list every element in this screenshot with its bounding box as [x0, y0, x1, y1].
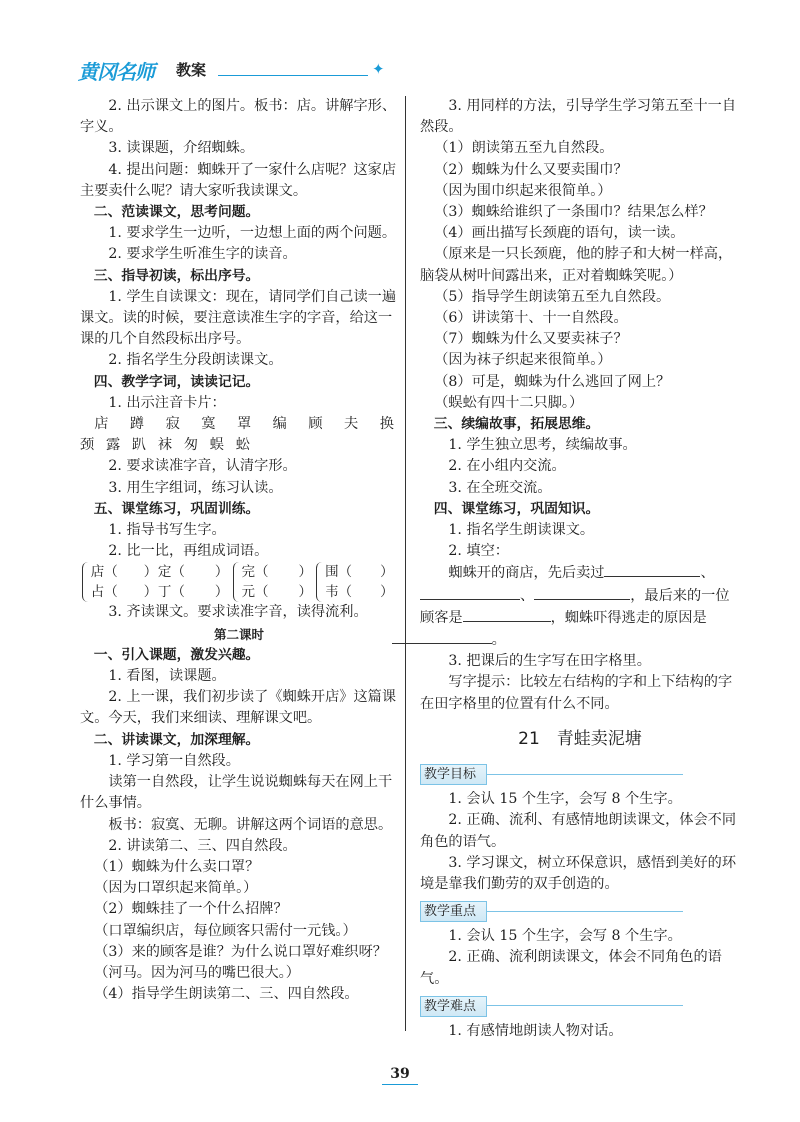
column-divider	[405, 96, 406, 1031]
header-line	[218, 75, 368, 76]
section-heading: 四、教学字词，读读记记。	[93, 373, 260, 390]
section-heading: 二、范读课文，思考问题。	[93, 204, 260, 221]
text-line: 2. 讲读第二、三、四自然段。	[108, 837, 297, 854]
text-line: 2. 在小组内交流。	[448, 458, 566, 475]
text-line: （口罩编织店，每位顾客只需付一元钱。）	[94, 922, 357, 939]
compare-col: 完（ ） 元（ ）	[241, 564, 312, 601]
section-tag: 教学重点	[420, 901, 487, 922]
text-line: 2. 填空：	[448, 543, 509, 560]
text-line: （4）指导学生朗读第二、三、四自然段。	[94, 986, 359, 1003]
text-line: （因为围巾织起来很简单。）	[434, 182, 612, 199]
text-line: 3. 学习课文，树立环保意识，感悟到美好的环境是靠我们勤劳的双手创造的。	[420, 854, 737, 892]
section-heading: 四、课堂练习，巩固知识。	[433, 500, 600, 517]
brace	[82, 562, 89, 602]
text-line: 1. 指名学生朗读课文。	[448, 522, 595, 539]
text-line: 3. 读课题，介绍蜘蛛。	[108, 140, 255, 157]
answer-blank[interactable]	[463, 607, 551, 622]
sparkle-icon: ✦	[372, 60, 385, 78]
char: 蜈	[209, 437, 224, 454]
text-line: 写字提示：比较左右结构的字和上下结构的字在田字格里的位置有什么不同。	[420, 674, 733, 712]
text-line: （1）朗读第五至九自然段。	[434, 140, 614, 157]
text-line: 板书：寂寞、无聊。讲解这两个词语的意思。	[108, 816, 393, 833]
text-line: （因为袜子织起来很简单。）	[434, 352, 612, 369]
text-line: 2. 指名学生分段朗读课文。	[108, 352, 283, 369]
text-line: 1. 学生自读课文：现在，请同学们自己读一遍课文。读的时候，要注意读准生字的字音，给这一课的几个自然段标出序号。	[80, 288, 397, 348]
char-row-2	[80, 435, 250, 456]
text-line: （8）可是，蜘蛛为什么逃回了网上？	[434, 373, 671, 390]
char: 颈	[80, 437, 95, 454]
right-column	[420, 96, 740, 1042]
text-line: 3. 用生字组词，练习认读。	[108, 479, 283, 496]
char: 罩	[236, 416, 252, 433]
text-line: （3）蜘蛛给谁织了一条围巾？结果怎么样？	[434, 204, 713, 221]
char: 换	[379, 416, 394, 433]
tag-line	[485, 1005, 683, 1006]
lesson-title: 21 青蛙卖泥塘	[518, 728, 642, 749]
text-line: 2. 正确、流利朗读课文，体会不同角色的语气。	[420, 949, 722, 987]
compare-col: 定（ ） 丁（ ）	[157, 564, 229, 601]
compare-col: 围（ ） 韦（ ）	[325, 564, 394, 601]
text-line: 1. 要求学生一边听，一边想上面的两个问题。	[108, 225, 397, 242]
text-line: （原来是一只长颈鹿，他的脖子和大树一样高，脑袋从树叶间露出来，正对着蜘蛛笑呢。）	[420, 246, 733, 284]
text-line: 1. 会认 15 个生字，会写 8 个生字。	[448, 928, 682, 945]
char: 袜	[157, 437, 173, 454]
section-heading: 二、讲读课文，加深理解。	[93, 731, 260, 748]
text-line: 1. 看图，读课题。	[108, 668, 226, 685]
compare-col: 店（ ） 占（ ）	[90, 564, 158, 601]
brace	[316, 562, 323, 602]
text-line: 2. 出示课文上的图片。板书：店。讲解字形、字义。	[80, 98, 397, 136]
text-line: 读第一自然段，让学生说说蜘蛛每天在网上干什么事情。	[80, 774, 393, 812]
answer-blank[interactable]	[392, 629, 492, 644]
text-line: （2）蜘蛛挂了一个什么招牌？	[94, 901, 288, 918]
char: 寂	[165, 416, 180, 433]
text-line: 1. 学习第一自然段。	[108, 752, 240, 769]
header-subtitle: 教案	[176, 61, 207, 79]
char: 寞	[201, 416, 216, 433]
fill-blank-line: 蜘蛛开的商店，先后卖过 、 、 ，最后来的一位顾客是 ，蜘蛛吓得逃走的原因是 。	[420, 562, 740, 651]
section-heading: 五、课堂练习，巩固训练。	[93, 500, 260, 517]
text-line: 2. 比一比，再组成词语。	[108, 543, 269, 560]
text-line: 2. 正确、流利、有感情地朗读课文，体会不同角色的语气。	[420, 812, 737, 850]
text-line: 1. 出示注音卡片：	[108, 394, 226, 411]
text-line: 3. 用同样的方法，引导学生学习第五至十一自然段。	[420, 98, 737, 136]
text-line: 1. 会认 15 个生字，会写 8 个生字。	[448, 791, 682, 808]
section-tag: 教学难点	[420, 996, 487, 1017]
text-line: 3. 齐读课文。要求读准字音，读得流利。	[108, 604, 368, 621]
answer-blank[interactable]	[420, 585, 520, 600]
char: 编	[272, 416, 287, 433]
text-line: 2. 要求学生听准生字的读音。	[108, 246, 297, 263]
brace	[233, 562, 240, 602]
char: 露	[105, 437, 121, 454]
tag-line	[485, 774, 683, 775]
char: 蹲	[129, 416, 145, 433]
char: 夫	[344, 416, 359, 433]
char: 趴	[131, 437, 147, 454]
text-line: （7）蜘蛛为什么又要卖袜子？	[434, 331, 628, 348]
page-number-line	[382, 1084, 418, 1085]
answer-blank[interactable]	[604, 562, 700, 577]
text-line: （3）来的顾客是谁？为什么说口罩好难织呀？	[94, 943, 387, 960]
text-line: 1. 学生独立思考，续编故事。	[448, 437, 637, 454]
text-line: 3. 在全班交流。	[448, 479, 552, 496]
section-heading: 三、续编故事，拓展思维。	[433, 416, 600, 433]
section-heading: 三、指导初读，标出序号。	[93, 267, 260, 284]
text-line: （因为口罩织起来简单。）	[94, 880, 258, 897]
lesson-subtitle: 第二课时	[213, 626, 264, 642]
char-row-1	[80, 414, 398, 435]
text-line: 3. 把课后的生字写在田字格里。	[448, 653, 651, 670]
text-line: （5）指导学生朗读第五至九自然段。	[434, 288, 671, 305]
text-line: 4. 提出问题：蜘蛛开了一家什么店呢？这家店主要卖什么呢？请大家听我读课文。	[80, 161, 397, 199]
text-line: （河马。因为河马的嘴巴很大。）	[94, 964, 300, 981]
focus-tag-row	[420, 895, 740, 926]
text-line: 1. 指导书写生字。	[108, 522, 226, 539]
text-line: （1）蜘蛛为什么卖口罩？	[94, 858, 260, 875]
text-line: 2. 要求读准字音，认清字形。	[108, 458, 297, 475]
answer-blank[interactable]	[534, 585, 630, 600]
text-line: 2. 上一课，我们初步读了《蜘蛛开店》这篇课文。今天，我们来细读、理解课文吧。	[80, 689, 397, 727]
section-heading: 一、引入课题，激发兴趣。	[93, 646, 260, 663]
char: 顾	[308, 416, 323, 433]
text-line: （蜈蚣有四十二只脚。）	[434, 394, 584, 411]
page-header	[78, 56, 408, 86]
page-number: 39	[390, 1066, 410, 1082]
char: 店	[94, 416, 109, 433]
brand-logo: 黄冈名师	[78, 60, 154, 84]
tag-line	[485, 911, 683, 912]
char: 蚣	[235, 437, 250, 454]
text-line: （6）讲读第十、十一自然段。	[434, 310, 628, 327]
text-line: （4）画出描写长颈鹿的语句，读一读。	[434, 225, 685, 242]
section-tag: 教学目标	[420, 764, 487, 785]
text-line: （2）蜘蛛为什么又要卖围巾？	[434, 161, 628, 178]
char: 匆	[183, 437, 199, 454]
text-line: 1. 有感情地朗读人物对话。	[448, 1022, 623, 1039]
compare-words	[80, 562, 398, 602]
objectives-tag-row	[420, 758, 740, 789]
difficulty-tag-row	[420, 990, 740, 1021]
left-column	[80, 96, 398, 1005]
